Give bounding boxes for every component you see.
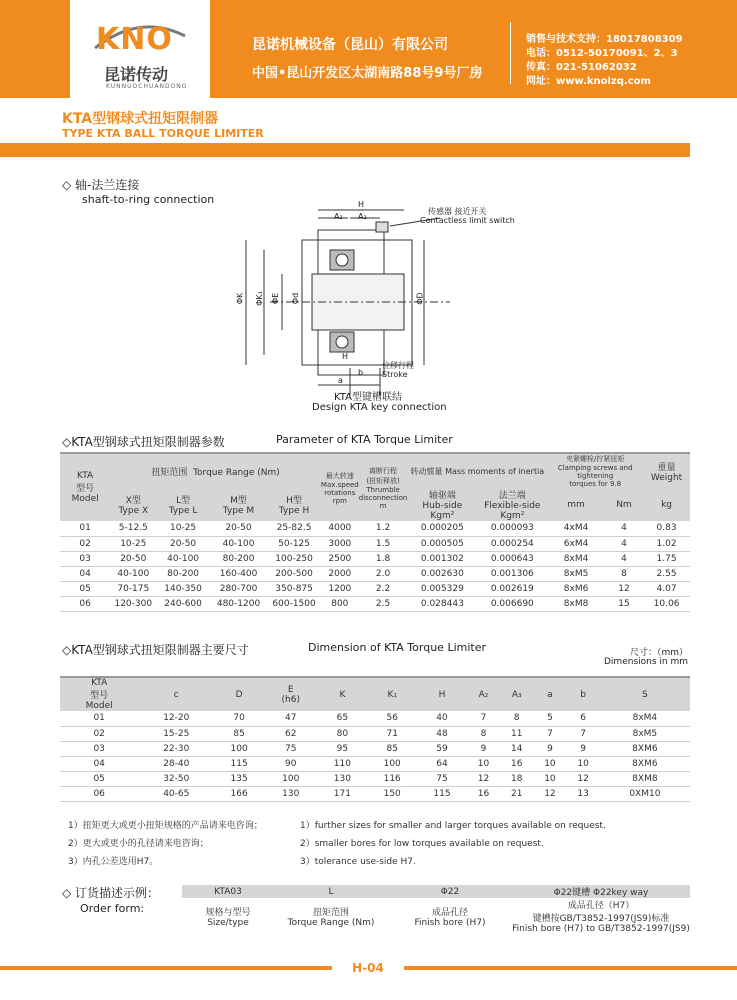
params-cell: 600-1500: [267, 596, 321, 611]
dims-cell: 28-40: [138, 756, 214, 771]
header-band: [0, 0, 737, 98]
dims-header-cell: b: [567, 677, 600, 711]
dims-row: [60, 741, 690, 756]
logo-mark: KNO: [96, 22, 173, 57]
dims-cell: 110: [317, 756, 367, 771]
params-cell: 40-100: [156, 551, 210, 566]
th-stroke: 离断行程 (扭矩释放) Thrumble disconnection m: [359, 453, 408, 521]
th-hub: 轴驱端 Hub-side Kgm²: [407, 488, 477, 521]
params-cell: 3000: [321, 536, 359, 551]
label-A2: A₂: [358, 212, 367, 221]
params-cell: 25-82.5: [267, 521, 321, 536]
th-kg: kg: [643, 488, 690, 521]
order-label-cn: ◇ 订货描述示例：: [62, 886, 160, 900]
label-stroke-en: Stroke: [382, 370, 408, 379]
label-phid: Φd: [291, 292, 301, 305]
th-flex: 法兰端 Flexible-side Kgm²: [477, 488, 547, 521]
dims-cell: 12-20: [138, 711, 214, 726]
dims-cell: 06: [60, 786, 138, 801]
params-cell: 40-100: [110, 566, 156, 581]
dims-cell: 64: [417, 756, 467, 771]
params-body: [60, 521, 690, 611]
dims-cell: 21: [500, 786, 533, 801]
order-example-size: KTA03: [182, 885, 274, 898]
note-cn-2: 2）更大或更小的孔径请来电咨询；: [68, 839, 209, 849]
params-cell: 2.2: [359, 581, 408, 596]
params-cell: 05: [60, 581, 110, 596]
page-number: H-04: [352, 961, 384, 975]
contact-fax: 传真：021-51062032: [526, 62, 637, 73]
label-phiE: ΦE: [271, 292, 281, 305]
params-row: [60, 521, 690, 536]
params-cell: 0.000254: [477, 536, 547, 551]
th-model: KTA 型号 Model: [60, 453, 110, 521]
params-cell: 4xM4: [547, 521, 605, 536]
dims-cell: 47: [264, 711, 317, 726]
params-cell: 0.001306: [477, 566, 547, 581]
dims-cell: 171: [317, 786, 367, 801]
logo-cn: 昆诺传动: [104, 65, 169, 84]
order-desc-key: 成品孔径（H7） 键槽按GB/T3852-1997(JS9)标准 Finish bore (H7) to GB/T3852-1997(JS9): [512, 901, 690, 934]
th-inertia: 转动惯量 Mass moments of inertia: [407, 453, 547, 488]
th-type-x: X型 Type X: [110, 488, 156, 521]
params-heading-en: Parameter of KTA Torque Limiter: [276, 433, 453, 446]
dims-cell: 13: [567, 786, 600, 801]
params-cell: 10-25: [156, 521, 210, 536]
dims-cell: 02: [60, 726, 138, 741]
params-cell: 2.0: [359, 566, 408, 581]
dims-cell: 16: [500, 756, 533, 771]
dims-cell: 166: [214, 786, 264, 801]
params-cell: 200-500: [267, 566, 321, 581]
params-table: [60, 452, 690, 612]
dims-row: [60, 726, 690, 741]
params-cell: 2500: [321, 551, 359, 566]
params-cell: 10.06: [643, 596, 690, 611]
dims-cell: 7: [567, 726, 600, 741]
note-cn-1: 1）扭矩更大或更小扭矩规格的产品请来电咨询；: [68, 821, 263, 831]
params-cell: 800: [321, 596, 359, 611]
dims-cell: 9: [533, 741, 566, 756]
params-cell: 0.002630: [407, 566, 477, 581]
params-cell: 0.006690: [477, 596, 547, 611]
params-cell: 20-50: [210, 521, 267, 536]
params-cell: 70-175: [110, 581, 156, 596]
dims-row: [60, 786, 690, 801]
params-cell: 8xM4: [547, 551, 605, 566]
label-phiK1: ΦK₁: [254, 291, 264, 306]
params-cell: 4.07: [643, 581, 690, 596]
params-cell: 40-100: [210, 536, 267, 551]
dims-cell: 8XM6: [600, 741, 690, 756]
page-title-en: TYPE KTA BALL TORQUE LIMITER: [62, 127, 264, 140]
dims-cell: 40-65: [138, 786, 214, 801]
dims-cell: 75: [417, 771, 467, 786]
dims-header-cell: E (h6): [264, 677, 317, 711]
dims-header-cell: K: [317, 677, 367, 711]
note-cn-3: 3）内孔公差选用H7。: [68, 857, 159, 867]
dims-cell: 11: [500, 726, 533, 741]
params-cell: 5-12.5: [110, 521, 156, 536]
dims-cell: 9: [467, 741, 500, 756]
order-label-en: Order form:: [80, 902, 145, 915]
dims-row: [60, 771, 690, 786]
order-table: [182, 885, 690, 934]
params-cell: 350-875: [267, 581, 321, 596]
dims-cell: 150: [367, 786, 417, 801]
params-cell: 15: [605, 596, 643, 611]
label-key-cn: KTA型键槽联结: [334, 392, 402, 403]
logo-pinyin: KUNNUOCHUANDONG: [106, 83, 188, 90]
params-cell: 140-350: [156, 581, 210, 596]
params-cell: 0.002619: [477, 581, 547, 596]
dims-cell: 10: [467, 756, 500, 771]
th-type-m: M型 Type M: [210, 488, 267, 521]
note-en-3: 3）tolerance use-side H7.: [300, 857, 416, 867]
params-cell: 04: [60, 566, 110, 581]
dims-cell: 90: [264, 756, 317, 771]
dims-cell: 32-50: [138, 771, 214, 786]
dims-cell: 10: [533, 756, 566, 771]
params-cell: 4: [605, 536, 643, 551]
dims-unit-en: Dimensions in mm: [604, 657, 688, 667]
params-cell: 1.2: [359, 521, 408, 536]
dims-unit-cn: 尺寸：（mm）: [630, 648, 689, 658]
dims-cell: 5: [533, 711, 566, 726]
params-cell: 20-50: [156, 536, 210, 551]
params-cell: 480-1200: [210, 596, 267, 611]
dims-header-cell: A₂: [467, 677, 500, 711]
dims-cell: 10: [533, 771, 566, 786]
th-weight: 重量 Weight: [643, 453, 690, 488]
params-heading-cn: ◇KTA型钢球式扭矩限制器参数: [62, 435, 225, 449]
contact-phone: 电话：0512-50170091、2、3: [526, 48, 678, 59]
contact-web[interactable]: 网址：www.knolzq.com: [526, 76, 651, 87]
dims-table: [60, 676, 690, 802]
order-desc-bore: 成品孔径 Finish bore (H7): [414, 907, 486, 928]
params-cell: 0.83: [643, 521, 690, 536]
params-cell: 0.005329: [407, 581, 477, 596]
dims-cell: 40: [417, 711, 467, 726]
label-H: H: [358, 200, 365, 209]
params-cell: 2000: [321, 566, 359, 581]
dims-head: [60, 677, 690, 711]
dims-header-cell: H: [417, 677, 467, 711]
note-en-2: 2）smaller bores for low torques available on request.: [300, 839, 544, 849]
dims-heading-cn: ◇KTA型钢球式扭矩限制器主要尺寸: [62, 643, 249, 657]
dims-cell: 8XM6: [600, 756, 690, 771]
dims-cell: 62: [264, 726, 317, 741]
dims-cell: 70: [214, 711, 264, 726]
dims-cell: 135: [214, 771, 264, 786]
dims-cell: 56: [367, 711, 417, 726]
params-cell: 100-250: [267, 551, 321, 566]
th-type-l: L型 Type L: [156, 488, 210, 521]
params-cell: 6xM4: [547, 536, 605, 551]
dims-cell: 9: [567, 741, 600, 756]
dims-cell: 85: [214, 726, 264, 741]
label-switch-en: Contactless limit switch: [420, 216, 515, 225]
label-stroke-cn: 位移行程: [382, 361, 414, 370]
dims-cell: 04: [60, 756, 138, 771]
params-cell: 0.028443: [407, 596, 477, 611]
dims-header-cell: K₁: [367, 677, 417, 711]
params-cell: 10-25: [110, 536, 156, 551]
params-cell: 0.001302: [407, 551, 477, 566]
dims-cell: 8XM8: [600, 771, 690, 786]
order-desc-size: 规格与型号 Size/type: [205, 907, 251, 928]
params-row: [60, 536, 690, 551]
params-cell: 50-125: [267, 536, 321, 551]
dims-cell: 95: [317, 741, 367, 756]
dims-cell: 59: [417, 741, 467, 756]
params-cell: 0.000643: [477, 551, 547, 566]
label-A3: A₃: [334, 212, 343, 221]
params-cell: 02: [60, 536, 110, 551]
dims-header-cell: c: [138, 677, 214, 711]
title-bar: [0, 143, 690, 157]
dims-row: [60, 756, 690, 771]
dims-cell: 15-25: [138, 726, 214, 741]
dims-cell: 71: [367, 726, 417, 741]
dims-cell: 7: [533, 726, 566, 741]
params-cell: 0.000505: [407, 536, 477, 551]
label-b: b: [358, 368, 364, 377]
params-row: [60, 551, 690, 566]
params-row: [60, 581, 690, 596]
dims-header-cell: D: [214, 677, 264, 711]
params-cell: 03: [60, 551, 110, 566]
dims-cell: 8xM4: [600, 711, 690, 726]
dims-cell: 130: [264, 786, 317, 801]
params-cell: 80-200: [156, 566, 210, 581]
dims-cell: 48: [417, 726, 467, 741]
dims-cell: 115: [214, 756, 264, 771]
th-speed: 最大转速 Max.speed rotations rpm: [321, 453, 359, 521]
dims-cell: 10: [567, 756, 600, 771]
company-name: 昆诺机械设备（昆山）有限公司: [252, 37, 448, 53]
dims-cell: 130: [317, 771, 367, 786]
dims-cell: 8xM5: [600, 726, 690, 741]
params-cell: 80-200: [210, 551, 267, 566]
label-phiD: ΦD: [415, 292, 425, 305]
params-cell: 1.5: [359, 536, 408, 551]
params-cell: 1.8: [359, 551, 408, 566]
dims-cell: 65: [317, 711, 367, 726]
params-cell: 0.000093: [477, 521, 547, 536]
dims-cell: 7: [467, 711, 500, 726]
dims-header-cell: S: [600, 677, 690, 711]
params-cell: 2.5: [359, 596, 408, 611]
dims-cell: 6: [567, 711, 600, 726]
technical-drawing: [230, 200, 530, 420]
th-type-h: H型 Type H: [267, 488, 321, 521]
connection-subheading: shaft-to-ring connection: [82, 193, 215, 206]
params-cell: 2.55: [643, 566, 690, 581]
dims-row: [60, 711, 690, 726]
dims-cell: 85: [367, 741, 417, 756]
dims-cell: 16: [467, 786, 500, 801]
params-cell: 120-300: [110, 596, 156, 611]
params-cell: 01: [60, 521, 110, 536]
params-row: [60, 566, 690, 581]
order-example-bore: Φ22: [388, 885, 512, 898]
label-a: a: [338, 376, 343, 385]
params-cell: 8xM6: [547, 581, 605, 596]
th-mm: mm: [547, 488, 605, 521]
params-cell: 0.000205: [407, 521, 477, 536]
order-example-range: L: [274, 885, 388, 898]
params-cell: 240-600: [156, 596, 210, 611]
dims-cell: 05: [60, 771, 138, 786]
label-key-en: Design KTA key connection: [312, 402, 447, 413]
order-example-key: Φ22键槽 Φ22key way: [512, 885, 690, 898]
dims-cell: 12: [467, 771, 500, 786]
order-desc-range: 扭矩范围 Torque Range (Nm): [287, 907, 375, 928]
dims-cell: 116: [367, 771, 417, 786]
th-range: 扭矩范围 Torque Range (Nm): [110, 453, 321, 488]
dims-cell: 14: [500, 741, 533, 756]
dims-body: [60, 711, 690, 801]
params-row: [60, 596, 690, 611]
params-cell: 20-50: [110, 551, 156, 566]
drawing-svg: [230, 200, 530, 420]
label-H-bottom: H: [342, 352, 349, 361]
dims-cell: 75: [264, 741, 317, 756]
params-cell: 160-400: [210, 566, 267, 581]
label-switch-cn: 传感器 接近开关: [428, 207, 487, 216]
dims-cell: 01: [60, 711, 138, 726]
dims-cell: 03: [60, 741, 138, 756]
dims-heading-en: Dimension of KTA Torque Limiter: [308, 641, 486, 654]
dims-header-cell: A₃: [500, 677, 533, 711]
note-en-1: 1）further sizes for smaller and larger torques available on request.: [300, 821, 606, 831]
params-cell: 8xM5: [547, 566, 605, 581]
connection-heading: ◇ 轴-法兰连接: [62, 178, 140, 192]
params-cell: 4000: [321, 521, 359, 536]
params-cell: 8xM8: [547, 596, 605, 611]
th-clamp: 夹紧螺栓/拧紧扭矩 Clamping screws and tightening torques for 9.8: [547, 453, 643, 488]
label-phiK: ΦK: [235, 292, 245, 305]
dims-cell: 100: [214, 741, 264, 756]
params-cell: 8: [605, 566, 643, 581]
dims-cell: 0XM10: [600, 786, 690, 801]
dims-cell: 100: [367, 756, 417, 771]
params-cell: 1.75: [643, 551, 690, 566]
params-cell: 1.02: [643, 536, 690, 551]
dims-cell: 8: [500, 711, 533, 726]
header-divider: [510, 22, 511, 84]
dims-cell: 80: [317, 726, 367, 741]
company-address: 中国•昆山开发区太湖南路88号9号厂房: [252, 66, 483, 81]
page-title-cn: KTA型钢球式扭矩限制器: [62, 111, 219, 127]
dims-header-cell: a: [533, 677, 566, 711]
dims-header-cell: KTA 型号 Model: [60, 677, 138, 711]
dims-cell: 18: [500, 771, 533, 786]
dims-cell: 8: [467, 726, 500, 741]
dims-cell: 100: [264, 771, 317, 786]
dims-cell: 12: [567, 771, 600, 786]
dims-cell: 12: [533, 786, 566, 801]
params-cell: 1200: [321, 581, 359, 596]
contact-sales: 销售与技术支持：18017808309: [526, 34, 683, 45]
params-cell: 12: [605, 581, 643, 596]
params-cell: 4: [605, 521, 643, 536]
dims-cell: 22-30: [138, 741, 214, 756]
dims-cell: 115: [417, 786, 467, 801]
logo: [70, 0, 210, 98]
params-cell: 280-700: [210, 581, 267, 596]
params-cell: 4: [605, 551, 643, 566]
params-cell: 06: [60, 596, 110, 611]
th-nm: Nm: [605, 488, 643, 521]
